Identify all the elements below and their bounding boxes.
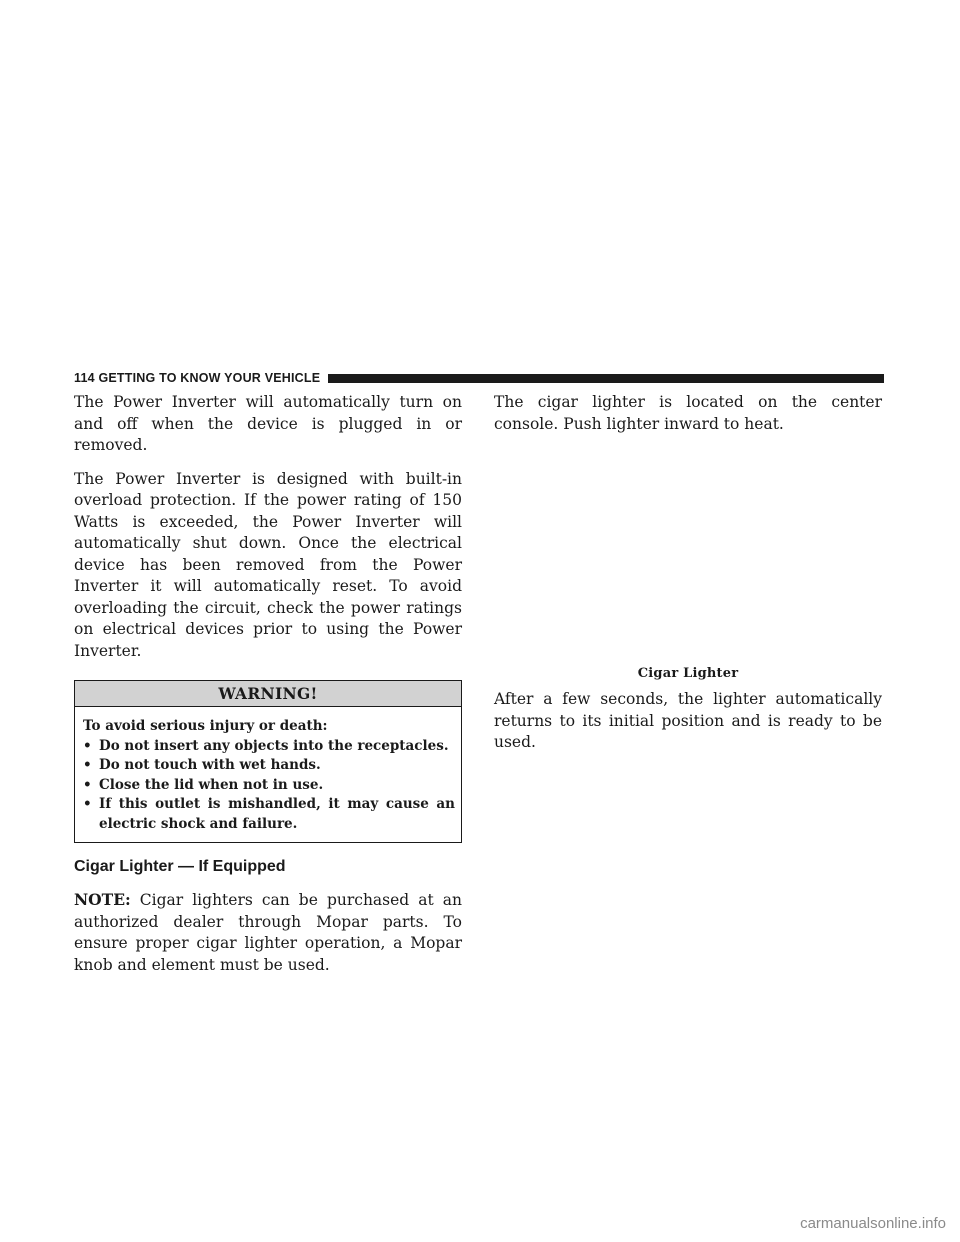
bullet-icon: • bbox=[83, 757, 92, 773]
inverter-auto-paragraph: The Power Inverter will automatically turn on and off when the device is plugged in or removed. bbox=[74, 393, 462, 454]
note-text: Cigar lighters can be purchased at an authorized dealer through Mopar parts. To ensure proper cigar lighter operation, a Mopar knob and element must be used. bbox=[74, 891, 462, 974]
warning-body bbox=[75, 707, 461, 842]
warning-title: WARNING! bbox=[75, 681, 461, 707]
note-label: NOTE: bbox=[74, 890, 131, 909]
warning-item: • If this outlet is mishandled, it may cause an electric shock and failure. bbox=[83, 796, 455, 832]
cigar-lighter-return-paragraph: After a few seconds, the lighter automatically returns to its initial position and is ready to be used. bbox=[494, 690, 882, 751]
section-heading-cigar-lighter: Cigar Lighter — If Equipped bbox=[74, 858, 286, 875]
bullet-icon: • bbox=[83, 796, 92, 812]
figure-caption: Cigar Lighter bbox=[637, 666, 739, 681]
watermark: carmanualsonline.info bbox=[800, 1215, 946, 1232]
warning-list bbox=[83, 737, 455, 835]
warning-box bbox=[74, 680, 462, 843]
cigar-lighter-location-paragraph: The cigar lighter is located on the center console. Push lighter inward to heat. bbox=[494, 393, 882, 433]
header-rule bbox=[328, 374, 884, 383]
page-number: 114 bbox=[74, 371, 95, 385]
note-paragraph bbox=[74, 889, 462, 976]
inverter-overload-paragraph: The Power Inverter is designed with built-in overload protection. If the power rating of 150 Watts is exceeded, the Power Inverter will automatically shut down. Once the electrical device has been removed from the Power Inverter it will automatically reset. To avoid overloading the circuit, check the power ratings on electrical devices prior to using the Power Inverter. bbox=[74, 469, 462, 660]
left-column bbox=[74, 392, 462, 988]
warning-item: • Close the lid when not in use. bbox=[83, 776, 455, 796]
right-column bbox=[494, 392, 882, 766]
page-header bbox=[74, 371, 884, 385]
section-title: GETTING TO KNOW YOUR VEHICLE bbox=[98, 371, 321, 385]
page-header-text bbox=[74, 371, 328, 385]
bullet-icon: • bbox=[83, 737, 92, 754]
warning-intro: To avoid serious injury or death: bbox=[83, 718, 328, 734]
bullet-icon: • bbox=[83, 776, 92, 793]
cigar-lighter-figure bbox=[494, 447, 882, 659]
warning-item: • Do not insert any objects into the receptacles. bbox=[83, 737, 455, 757]
warning-item: • Do not touch with wet hands. bbox=[83, 756, 455, 776]
